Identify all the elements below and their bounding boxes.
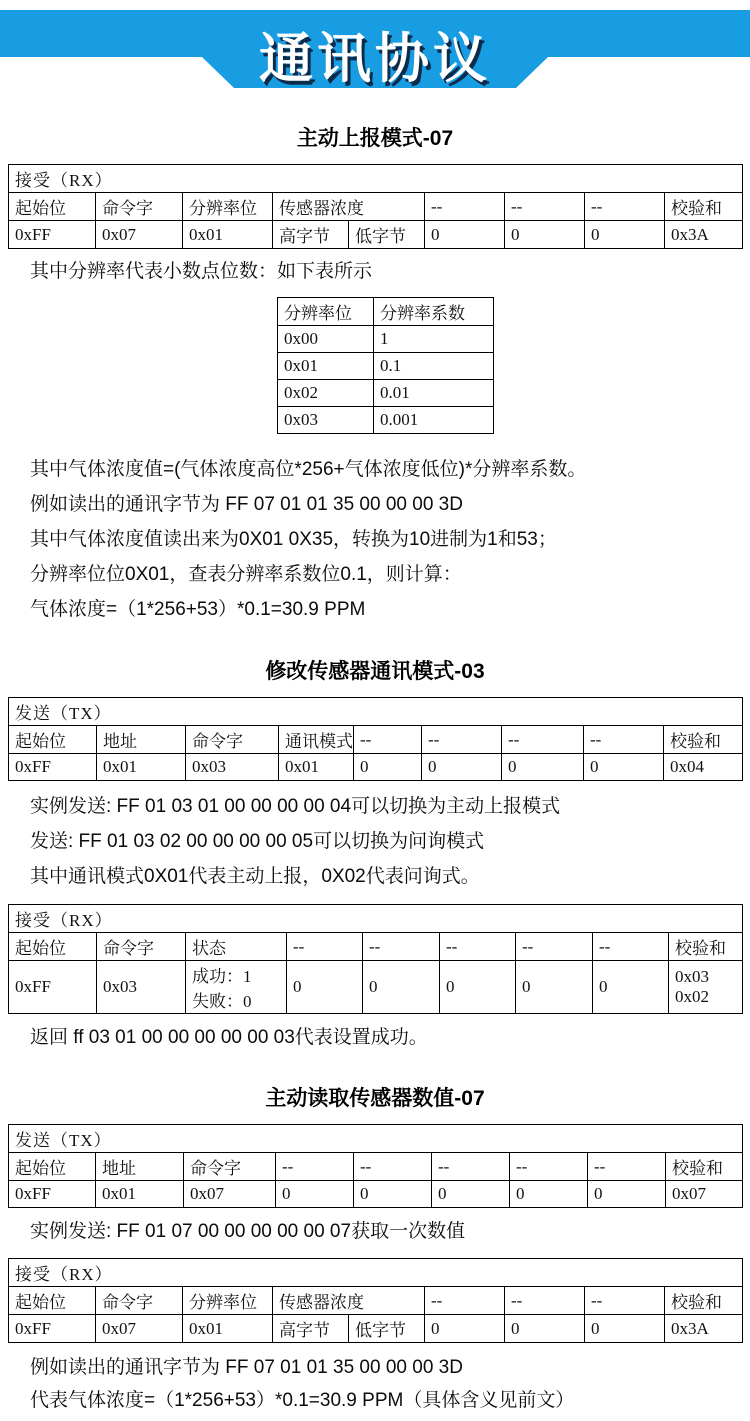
- table-cell: 0: [585, 1315, 665, 1343]
- table-cell: 校验和: [665, 193, 743, 221]
- table-cell: 起始位: [9, 726, 97, 754]
- table-cell: 低字节: [349, 1315, 425, 1343]
- table-cell: 0x07: [184, 1181, 276, 1208]
- table-row: [278, 353, 494, 380]
- table-cell: 0: [585, 221, 665, 249]
- table-cell: 0x3A: [665, 1315, 743, 1343]
- table-cell: --: [422, 726, 502, 754]
- table-cell: 0x01: [279, 754, 354, 781]
- table-cell: 命令字: [184, 1153, 276, 1181]
- table-cell: 传感器浓度: [273, 1287, 425, 1315]
- table-cell: 1: [374, 326, 494, 353]
- table-cell: 命令字: [96, 1287, 183, 1315]
- table-cell: 地址: [96, 1153, 184, 1181]
- resolution-note: 其中分辨率代表小数点位数：如下表所示: [30, 261, 373, 282]
- page-title: 通讯协议: [259, 29, 491, 89]
- table-cell: --: [276, 1153, 354, 1181]
- table-cell: --: [584, 726, 664, 754]
- table-cell: --: [585, 1287, 665, 1315]
- table-cell: 0: [505, 1315, 585, 1343]
- tx-read-table: [8, 1124, 743, 1208]
- table-cell: 0x3A: [665, 221, 743, 249]
- table-cell: --: [510, 1153, 588, 1181]
- table-row: [9, 1315, 743, 1343]
- table-cell: 校验和: [666, 1153, 743, 1181]
- tx-mode-table: [8, 697, 743, 781]
- table-cell: 分辨率系数: [374, 298, 494, 326]
- table-row: [278, 380, 494, 407]
- table-row: [9, 698, 743, 726]
- table-cell: 0: [593, 961, 669, 1014]
- text-line: 例如读出的通讯字节为 FF 07 01 01 35 00 00 00 3D: [30, 494, 463, 515]
- table-cell: 低字节: [349, 221, 425, 249]
- rx-read-table: [8, 1258, 743, 1343]
- table-cell: --: [505, 193, 585, 221]
- banner: [0, 0, 750, 94]
- section-title-read-value: 主动读取传感器数值-07: [265, 1087, 485, 1110]
- table-row: [9, 933, 743, 961]
- table-cell: 0xFF: [9, 961, 97, 1014]
- table-cell: 0: [588, 1181, 666, 1208]
- section-title-modify-mode: 修改传感器通讯模式-03: [265, 660, 485, 683]
- rx-mode-table: [8, 904, 743, 1014]
- table-cell: 分辨率位: [183, 193, 273, 221]
- text-line: 其中通讯模式0X01代表主动上报，0X02代表问询式。: [30, 866, 480, 887]
- table-cell: 0.01: [374, 380, 494, 407]
- table-row: [9, 165, 743, 193]
- table-row: [9, 221, 743, 249]
- table-cell: 接受（RX）: [9, 165, 743, 193]
- table-cell: --: [502, 726, 584, 754]
- table-cell: 0xFF: [9, 1181, 96, 1208]
- table-cell: 0: [516, 961, 593, 1014]
- table-cell: 状态: [186, 933, 287, 961]
- table-cell: --: [440, 933, 516, 961]
- table-cell: 高字节: [273, 1315, 349, 1343]
- table-cell: 发送（TX）: [9, 698, 743, 726]
- text-line: 发送: FF 01 03 02 00 00 00 00 05可以切换为问询模式: [30, 831, 485, 852]
- table-cell: 0: [510, 1181, 588, 1208]
- table-cell: 0xFF: [9, 1315, 96, 1343]
- text-line: 代表气体浓度=（1*256+53）*0.1=30.9 PPM（具体含义见前文）: [30, 1390, 575, 1411]
- text-line: 其中气体浓度值读出来为0X01 0X35，转换为10进制为1和53；: [30, 529, 557, 550]
- table-cell: 0: [440, 961, 516, 1014]
- table-cell: 校验和: [665, 1287, 743, 1315]
- table-row: [278, 326, 494, 353]
- table-row: [9, 754, 743, 781]
- table-cell: --: [354, 1153, 432, 1181]
- send-example-line: 实例发送: FF 01 07 00 00 00 00 00 07获取一次数值: [30, 1221, 466, 1242]
- table-cell: 起始位: [9, 193, 96, 221]
- table-cell: 0xFF: [9, 221, 96, 249]
- table-cell: 传感器浓度: [273, 193, 425, 221]
- table-cell: 0: [425, 221, 505, 249]
- table-cell: 0: [425, 1315, 505, 1343]
- table-cell: 校验和: [669, 933, 743, 961]
- table-cell: 0: [502, 754, 584, 781]
- table-cell: 高字节: [273, 221, 349, 249]
- text-line: 例如读出的通讯字节为 FF 07 01 01 35 00 00 00 3D: [30, 1357, 463, 1378]
- table-cell: 0: [354, 754, 422, 781]
- read-example-explanation: [0, 1351, 750, 1417]
- table-cell: --: [287, 933, 363, 961]
- section-title-active-report: 主动上报模式-07: [296, 127, 454, 150]
- table-cell: 0x02: [278, 380, 374, 407]
- table-row: [9, 905, 743, 933]
- table-cell: 0x03: [186, 754, 279, 781]
- text-line: 实例发送: FF 01 03 01 00 00 00 00 04可以切换为主动上报模式: [30, 796, 561, 817]
- table-cell: 0x07: [96, 1315, 183, 1343]
- table-cell: 0: [432, 1181, 510, 1208]
- table-cell: 0: [422, 754, 502, 781]
- table-row: [9, 1259, 743, 1287]
- table-cell: 起始位: [9, 1287, 96, 1315]
- table-cell: 0x01: [96, 1181, 184, 1208]
- table-row: [9, 1287, 743, 1315]
- table-cell: --: [425, 1287, 505, 1315]
- table-cell: 接受（RX）: [9, 1259, 743, 1287]
- table-cell: 0x01: [278, 353, 374, 380]
- table-cell: 0x03 0x02: [669, 961, 743, 1014]
- table-row: [9, 961, 743, 1014]
- concentration-explanation: [0, 452, 750, 627]
- table-cell: 0x03: [278, 407, 374, 434]
- table-cell: 0: [505, 221, 585, 249]
- table-cell: 分辨率位: [183, 1287, 273, 1315]
- table-cell: 通讯模式: [279, 726, 354, 754]
- table-cell: 0x04: [664, 754, 743, 781]
- table-cell: --: [505, 1287, 585, 1315]
- table-cell: --: [363, 933, 440, 961]
- table-cell: --: [593, 933, 669, 961]
- text-line: 分辨率位位0X01，查表分辨率系数位0.1，则计算：: [30, 564, 462, 585]
- table-cell: 命令字: [97, 933, 186, 961]
- table-cell: --: [585, 193, 665, 221]
- table-cell: --: [354, 726, 422, 754]
- table-cell: 0: [287, 961, 363, 1014]
- table-cell: --: [425, 193, 505, 221]
- table-cell: 0.001: [374, 407, 494, 434]
- table-cell: 起始位: [9, 1153, 96, 1181]
- table-cell: 成功：1 失败：0: [186, 961, 287, 1014]
- table-cell: 0x07: [96, 221, 183, 249]
- mode-explanation: [0, 789, 750, 894]
- table-cell: --: [432, 1153, 510, 1181]
- table-cell: 0xFF: [9, 754, 97, 781]
- table-cell: 0: [584, 754, 664, 781]
- table-cell: 0x01: [97, 754, 186, 781]
- text-line: 其中气体浓度值=(气体浓度高位*256+气体浓度低位)*分辨率系数。: [30, 459, 587, 480]
- table-cell: 0x07: [666, 1181, 743, 1208]
- table-cell: 发送（TX）: [9, 1125, 743, 1153]
- table-cell: 0: [363, 961, 440, 1014]
- table-row: [9, 1153, 743, 1181]
- table-cell: 接受（RX）: [9, 905, 743, 933]
- table-row: [9, 1181, 743, 1208]
- table-cell: 0x01: [183, 221, 273, 249]
- resolution-coefficient-table: [277, 297, 494, 434]
- table-cell: 0: [354, 1181, 432, 1208]
- rx-report-table: [8, 164, 743, 249]
- text-line: 气体浓度=（1*256+53）*0.1=30.9 PPM: [30, 599, 366, 620]
- table-cell: 0x03: [97, 961, 186, 1014]
- table-cell: 0x01: [183, 1315, 273, 1343]
- return-success-line: 返回 ff 03 01 00 00 00 00 00 03代表设置成功。: [30, 1027, 428, 1048]
- table-cell: 0x00: [278, 326, 374, 353]
- table-cell: 分辨率位: [278, 298, 374, 326]
- table-cell: 0: [276, 1181, 354, 1208]
- table-row: [9, 726, 743, 754]
- table-cell: 校验和: [664, 726, 743, 754]
- table-cell: 地址: [97, 726, 186, 754]
- table-row: [278, 407, 494, 434]
- table-row: [9, 1125, 743, 1153]
- table-cell: 命令字: [186, 726, 279, 754]
- table-cell: --: [516, 933, 593, 961]
- table-cell: 0.1: [374, 353, 494, 380]
- table-cell: 命令字: [96, 193, 183, 221]
- table-row: [278, 298, 494, 326]
- table-cell: 起始位: [9, 933, 97, 961]
- table-row: [9, 193, 743, 221]
- table-cell: --: [588, 1153, 666, 1181]
